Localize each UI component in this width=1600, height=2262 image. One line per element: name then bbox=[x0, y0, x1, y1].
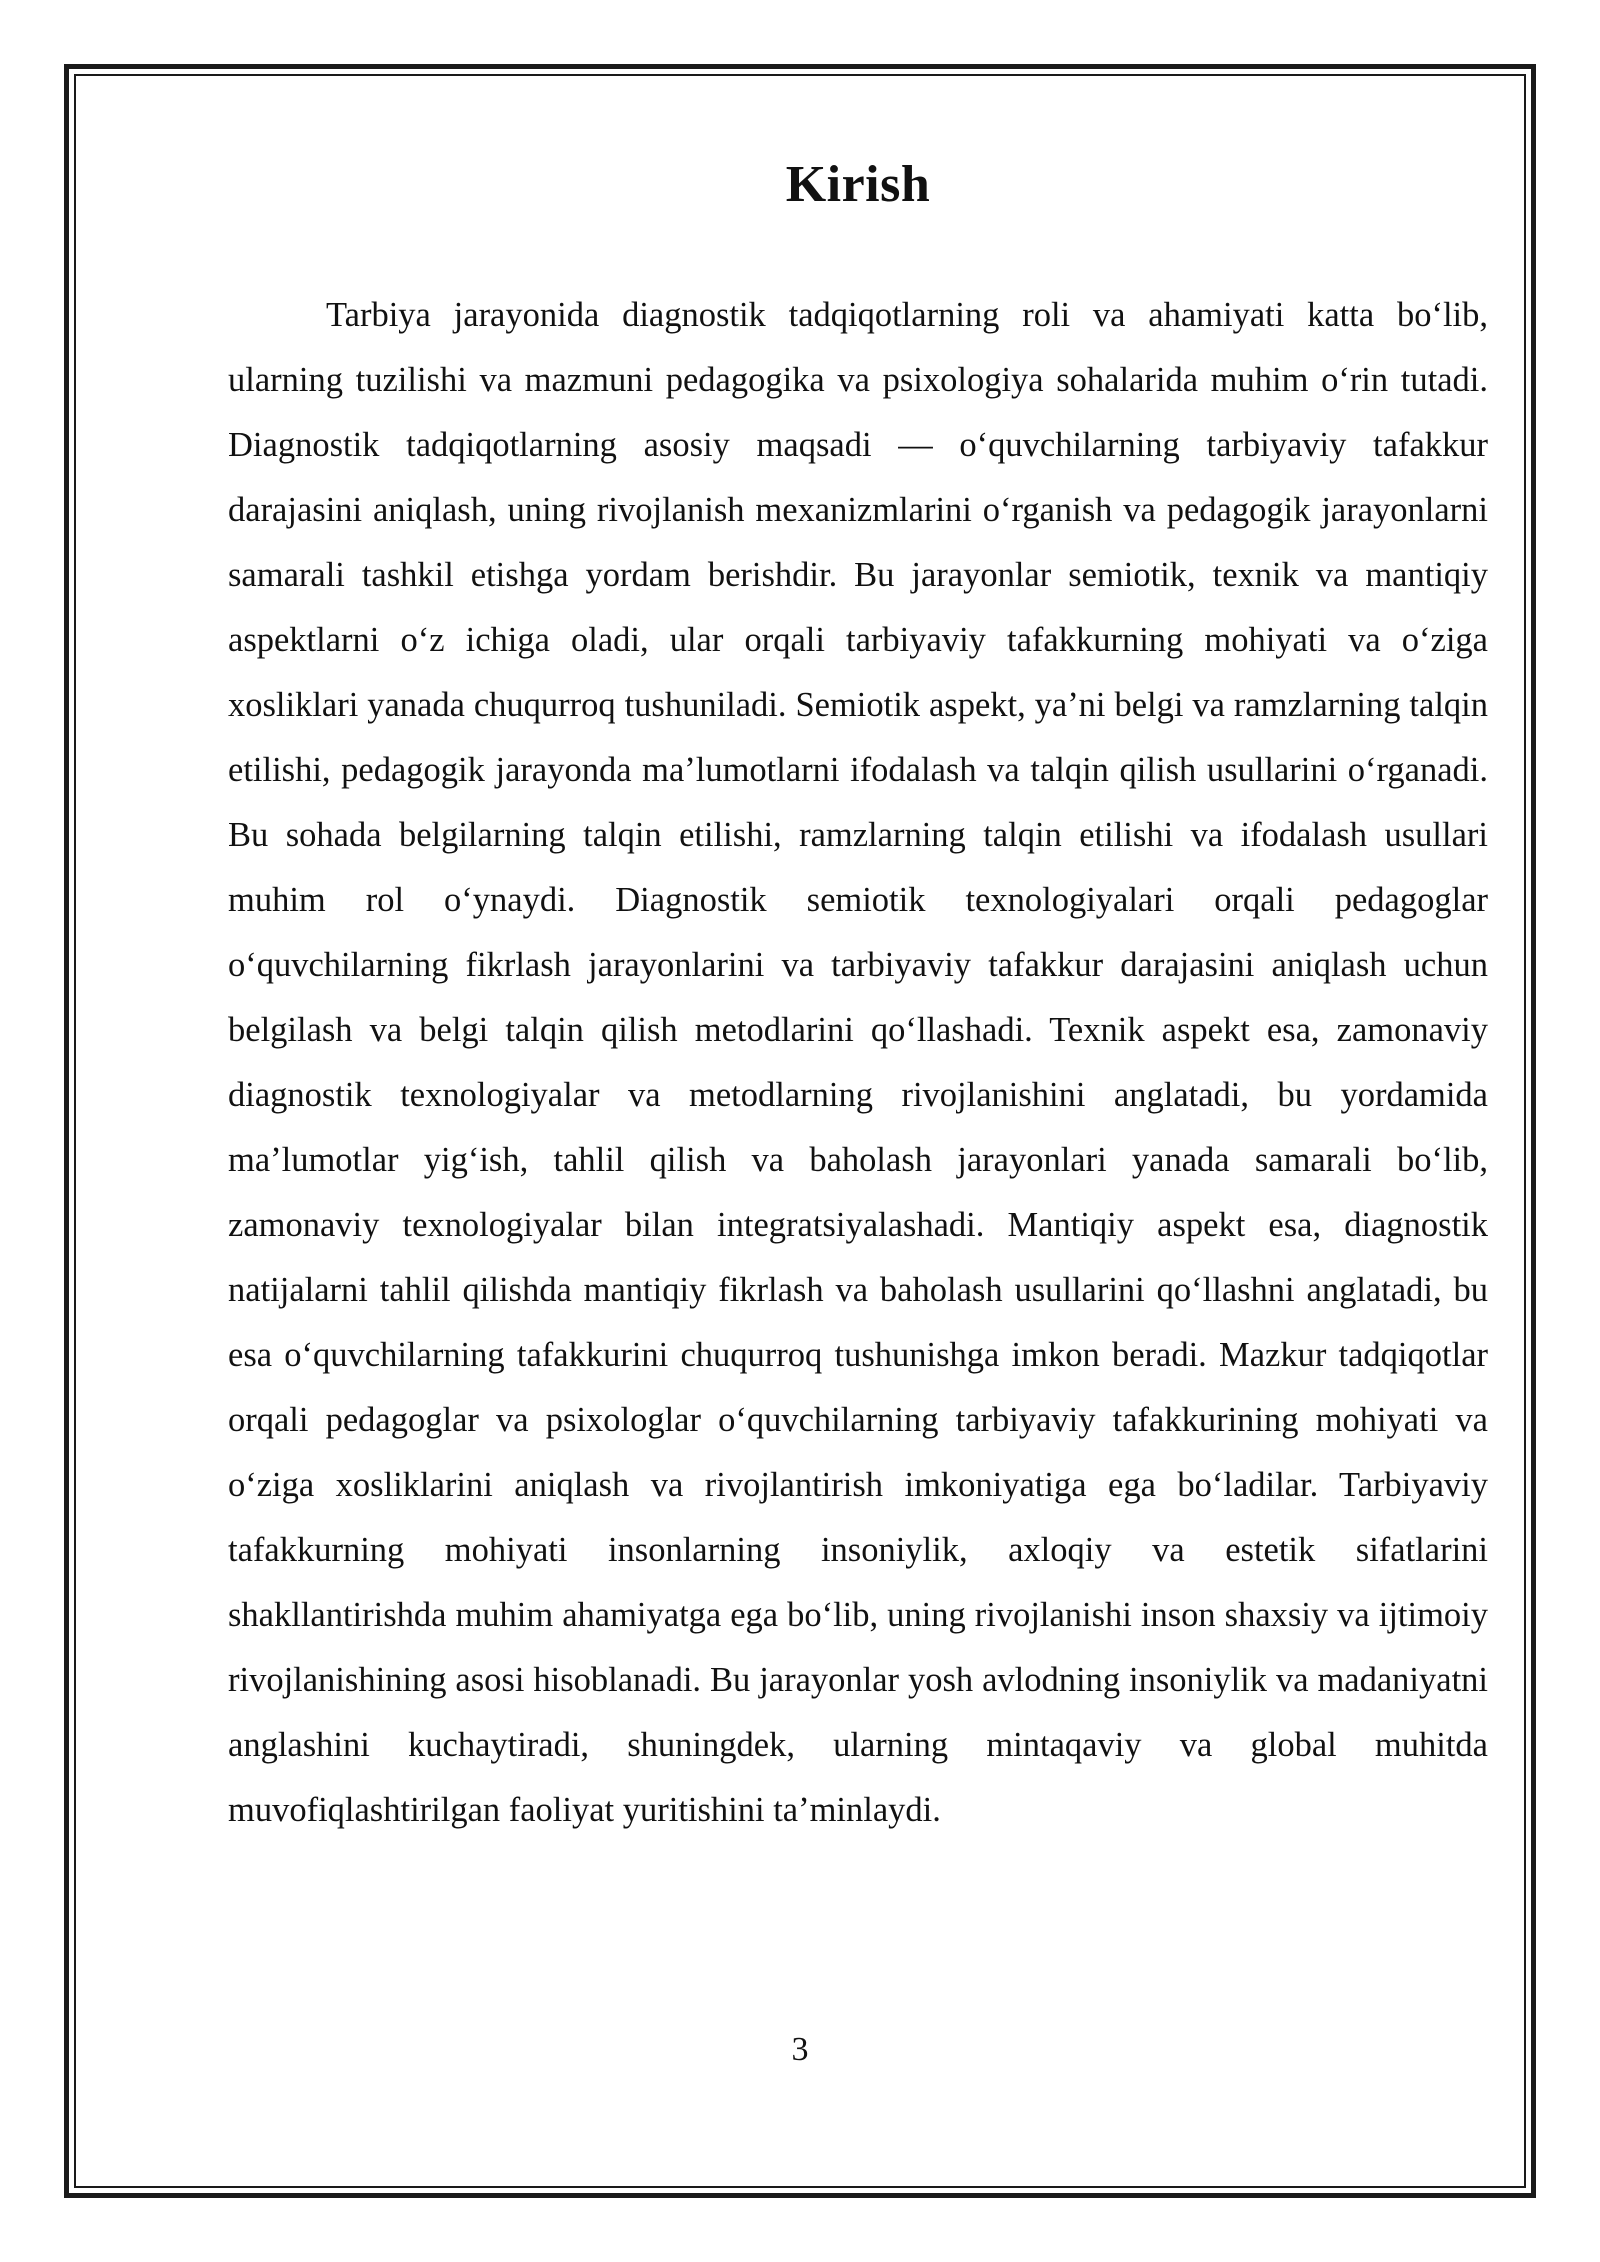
page-content bbox=[228, 145, 1488, 1843]
body-paragraph: Tarbiya jarayonida diagnostik tadqiqotlarning roli va ahamiyati katta boʻlib, ularning tuzilishi va mazmuni pedagogika va psixologiya sohalarida muhim oʻrin tutadi. Diagnostik tadqiqotlarning asosiy maqsadi — oʻquvchilarning tarbiyaviy tafakkur darajasini aniqlash, uning rivojlanish mexanizmlarini oʻrganish va pedagogik jarayonlarni samarali tashkil etishga yordam berishdir. Bu jarayonlar semiotik, texnik va mantiqiy aspektlarni oʻz ichiga oladi, ular orqali tarbiyaviy tafakkurning mohiyati va oʻziga xosliklari yanada chuqurroq tushuniladi. Semiotik aspekt, yaʼni belgi va ramzlarning talqin etilishi, pedagogik jarayonda maʼlumotlarni ifodalash va talqin qilish usullarini oʻrganadi. Bu sohada belgilarning talqin etilishi, ramzlarning talqin etilishi va ifodalash usullari muhim rol oʻynaydi. Diagnostik semiotik texnologiyalari orqali pedagoglar oʻquvchilarning fikrlash jarayonlarini va tarbiyaviy tafakkur darajasini aniqlash uchun belgilash va belgi talqin qilish metodlarini qoʻllashadi. Texnik aspekt esa, zamonaviy diagnostik texnologiyalar va metodlarning rivojlanishini anglatadi, bu yordamida maʼlumotlar yigʻish, tahlil qilish va baholash jarayonlari yanada samarali boʻlib, zamonaviy texnologiyalar bilan integratsiyalashadi. Mantiqiy aspekt esa, diagnostik natijalarni tahlil qilishda mantiqiy fikrlash va baholash usullarini qoʻllashni anglatadi, bu esa oʻquvchilarning tafakkurini chuqurroq tushunishga imkon beradi. Mazkur tadqiqotlar orqali pedagoglar va psixologlar oʻquvchilarning tarbiyaviy tafakkurining mohiyati va oʻziga xosliklarini aniqlash va rivojlantirish imkoniyatiga ega boʻladilar. Tarbiyaviy tafakkurning mohiyati insonlarning insoniylik, axloqiy va estetik sifatlarini shakllantirishda muhim ahamiyatga ega boʻlib, uning rivojlanishi inson shaxsiy va ijtimoiy rivojlanishining asosi hisoblanadi. Bu jarayonlar yosh avlodning insoniylik va madaniyatni anglashini kuchaytiradi, shuningdek, ularning mintaqaviy va global muhitda muvofiqlashtirilgan faoliyat yuritishini taʼminlaydi. bbox=[228, 296, 1488, 1829]
page-title: Kirish bbox=[785, 156, 931, 213]
page-number: 3 bbox=[791, 2031, 809, 2068]
